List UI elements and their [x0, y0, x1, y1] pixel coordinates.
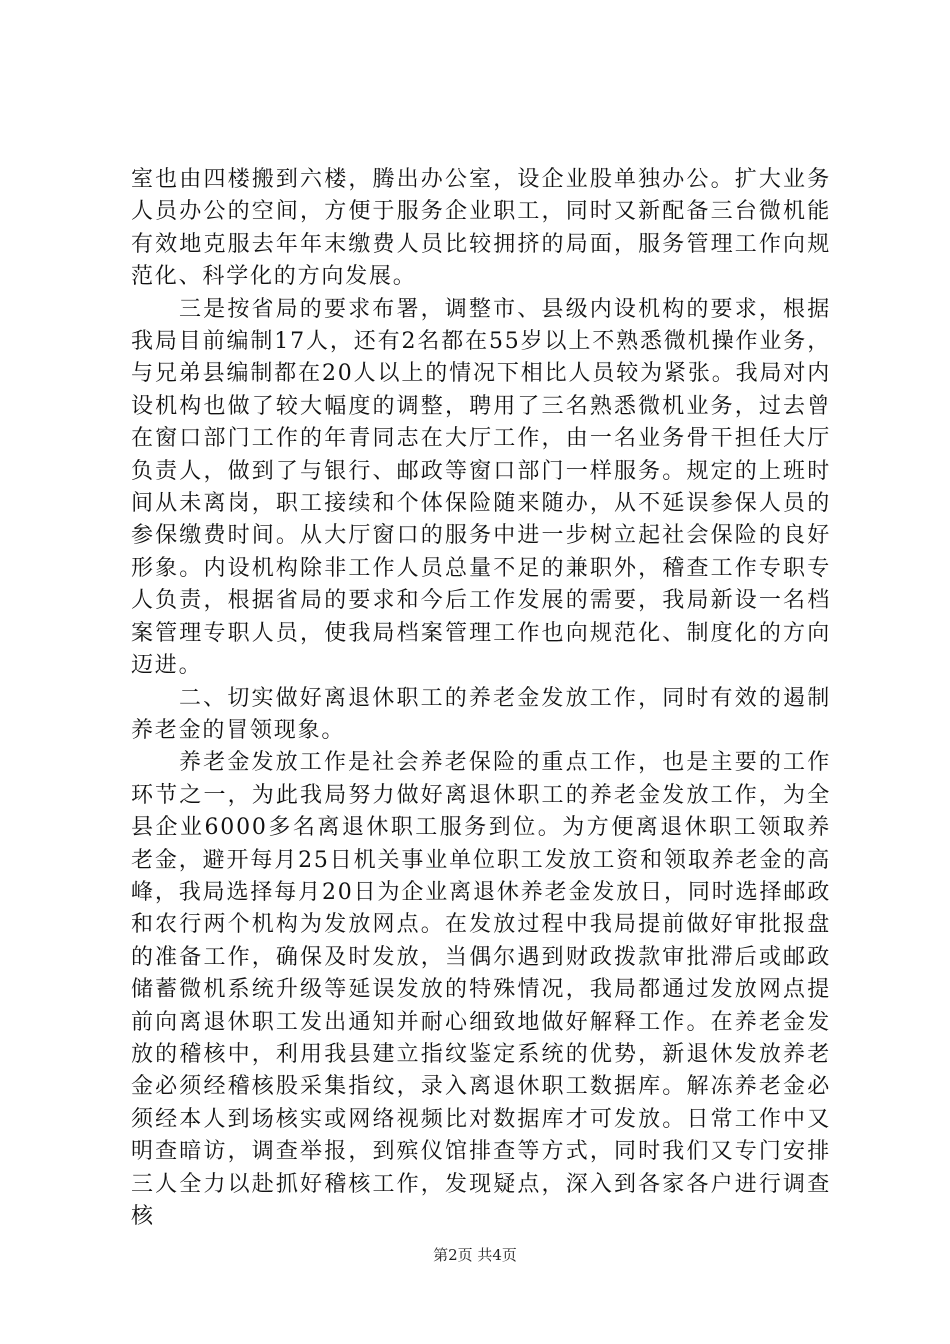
paragraph-2: 三是按省局的要求布署，调整市、县级内设机构的要求，根据我局目前编制17人，还有2名都在55岁以上不熟悉微机操作业务，与兄弟县编制都在20人以上的情况下相比人员较为紧张。我局对内设机构也做了较大幅度的调整，聘用了三名熟悉微机业务，过去曾在窗口部门工作的年青同志在大厅工作，由一名业务骨干担任大厅负责人，做到了与银行、邮政等窗口部门一样服务。规定的上班时间从未离岗，职工接续和个体保险随来随办，从不延误参保人员的参保缴费时间。从大厅窗口的服务中进一步树立起社会保险的良好形象。内设机构除非工作人员总量不足的兼职外，稽查工作专职专人负责，根据省局的要求和今后工作发展的需要，我局新设一名档案管理专职人员，使我局档案管理工作也向规范化、制度化的方向迈进。: [131, 296, 831, 679]
page-number-footer: 第2页 共4页: [433, 1246, 517, 1264]
document-body: [131, 164, 831, 1233]
paragraph-1: 室也由四楼搬到六楼，腾出办公室，设企业股单独办公。扩大业务人员办公的空间，方便于服务企业职工，同时又新配备三台微机能有效地克服去年年末缴费人员比较拥挤的局面，服务管理工作向规范化、科学化的方向发展。: [131, 167, 831, 290]
paragraph-4: 养老金发放工作是社会养老保险的重点工作，也是主要的工作环节之一，为此我局努力做好离退休职工的养老金发放工作，为全县企业6000多名离退休职工服务到位。为方便离退休职工领取养老金，避开每月25日机关事业单位职工发放工资和领取养老金的高峰，我局选择每月20日为企业离退休养老金发放日，同时选择邮政和农行两个机构为发放网点。在发放过程中我局提前做好审批报盘的准备工作，确保及时发放，当偶尔遇到财政拨款审批滞后或邮政储蓄微机系统升级等延误发放的特殊情况，我局都通过发放网点提前向离退休职工发出通知并耐心细致地做好解释工作。在养老金发放的稽核中，利用我县建立指纹鉴定系统的优势，新退休发放养老金必须经稽核股采集指纹，录入离退休职工数据库。解冻养老金必须经本人到场核实或网络视频比对数据库才可发放。日常工作中又明查暗访，调查举报，到殡仪馆排查等方式，同时我们又专门安排三人全力以赴抓好稽核工作，发现疑点，深入到各家各户进行调查核: [131, 750, 831, 1229]
section-heading-pension: 二、切实做好离退休职工的养老金发放工作，同时有效的遏制养老金的冒领现象。: [131, 685, 831, 743]
